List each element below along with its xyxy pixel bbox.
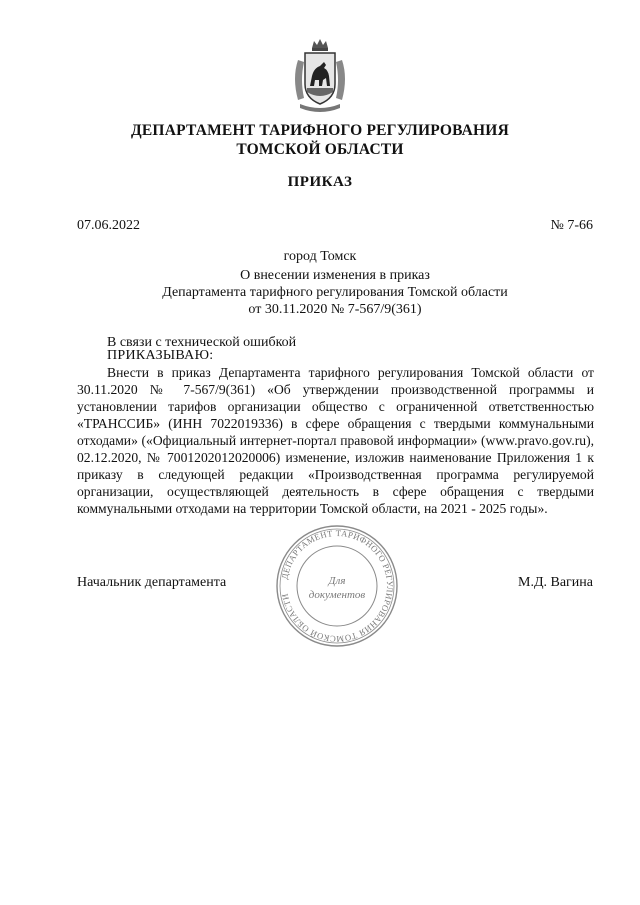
order-word: ПРИКАЗЫВАЮ:: [107, 348, 214, 363]
subject-line1: О внесении изменения в приказ: [240, 268, 430, 283]
stamp-ring-text: ДЕПАРТАМЕНТ ТАРИФНОГО РЕГУЛИРОВАНИЯ ТОМСКОЙ ОБЛАСТИ: [279, 527, 396, 645]
stamp-center-line2: документов: [308, 589, 366, 601]
document-subject: [100, 267, 570, 318]
stamp-center-line1: Для: [328, 575, 346, 587]
subject-line3: от 30.11.2020 № 7-567/9(361): [248, 302, 422, 317]
document-date: 07.06.2022: [77, 218, 140, 233]
order-body-text: Внести в приказ Департамента тарифного регулирования Томской области от 30.11.2020 № 7-567/9(361) «Об утверждении производственной программы и установлении тарифов организации общество с ограниченной ответственностью «ТРАНССИБ» (ИНН 7022019336) в сфере обращения с твердыми коммунальными отходами» («Официальный интернет-портал правовой информации» (www.pravo.gov.ru), 02.12.2020, № 7001202012020006) изменение, изложив наименование Приложения 1 к приказу в следующей редакции «Производственная программа регулируемой организации, осуществляющей деятельность в сфере обращения с твердыми коммунальными отходами на территории Томской области, на 2021 - 2025 годы».: [77, 365, 594, 516]
subject-line2: Департамента тарифного регулирования Томской области: [162, 285, 508, 300]
document-type: ПРИКАЗ: [287, 174, 353, 190]
signer-name: М.Д. Вагина: [518, 575, 593, 590]
coat-of-arms-icon: [290, 38, 350, 114]
official-stamp: [275, 524, 399, 648]
document-city: город Томск: [283, 249, 357, 264]
preamble: В связи с технической ошибкой: [107, 335, 297, 350]
document-number: № 7-66: [550, 218, 593, 233]
signer-title: Начальник департамента: [77, 575, 227, 590]
organization-name-line2: ТОМСКОЙ ОБЛАСТИ: [236, 141, 404, 158]
organization-name-line1: ДЕПАРТАМЕНТ ТАРИФНОГО РЕГУЛИРОВАНИЯ: [131, 122, 509, 139]
